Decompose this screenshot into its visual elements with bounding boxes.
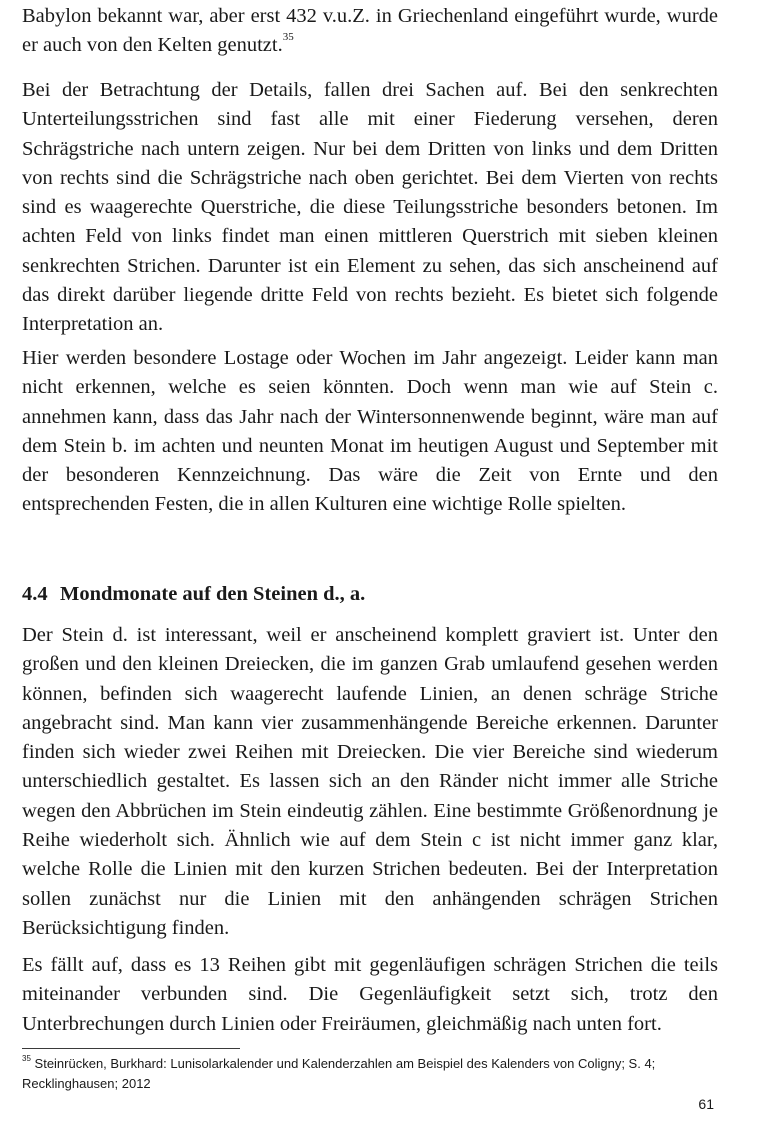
footnote-number: 35: [22, 1053, 31, 1063]
section-number: 4.4: [22, 583, 48, 605]
section-title: Mondmonate auf den Steinen d., a.: [60, 583, 366, 605]
footnote: [22, 1054, 722, 1094]
footnote-divider: [22, 1048, 240, 1049]
paragraph-lostage: Hier werden besondere Lostage oder Wochen im Jahr angezeigt. Leider kann man nicht erkennen, welche es seien könnten. Doch wenn man wie auf Stein c. annehmen kann, dass das Jahr nach der Wintersonnenwende beginnt, wäre man auf dem Stein b. im achten und neunten Monat im heutigen August und September mit der besonderen Kennzeichnung. Das wäre die Zeit von Ernte und den entsprechenden Festen, die in allen Kulturen eine wichtige Rolle spielten.: [22, 347, 718, 516]
section-heading: [22, 581, 365, 607]
footnote-reference[interactable]: 35: [282, 31, 294, 44]
page-number: 61: [698, 1096, 714, 1112]
paragraph-reihen: Es fällt auf, dass es 13 Reihen gibt mit gegenläufigen schrägen Strichen die teils miteinander verbunden sind. Die Gegenläufigkeit setzt sich, trotz den Unterbrechungen durch Linien oder Freiräumen, gleichmäßig nach unten fort.: [22, 954, 718, 1035]
footnote-text: Steinrücken, Burkhard: Lunisolarkalender und Kalenderzahlen am Beispiel des Kalenders von Coligny; S. 4; Recklinghausen; 2012: [22, 1056, 656, 1091]
paragraph-intro: [22, 2, 718, 61]
paragraph-intro-text: Babylon bekannt war, aber erst 432 v.u.Z. in Griechenland eingeführt wurde, wurde er auch von den Kelten genutzt.: [22, 5, 718, 57]
paragraph-details: Bei der Betrachtung der Details, fallen drei Sachen auf. Bei den senkrechten Unterteilungsstrichen sind fast alle mit einer Fiederung versehen, deren Schrägstriche nach untern zeigen. Nur bei dem Dritten von links und dem Dritten von rechts sind die Schrägstriche nach oben gerichtet. Bei dem Vierten von rechts sind es waagerechte Querstriche, die diese Teilungsstriche besonders betonen. Im achten Feld von links findet man einen mittleren Querstrich mit sieben kleinen senkrechten Strichen. Darunter ist ein Element zu sehen, das sich anscheinend auf das direkt darüber liegende dritte Feld von rechts bezieht. Es bietet sich folgende Interpretation an.: [22, 79, 718, 336]
paragraph-stein-d: Der Stein d. ist interessant, weil er anscheinend komplett graviert ist. Unter den großen und den kleinen Dreiecken, die im ganzen Grab umlaufend gesehen werden können, befinden sich waagerecht laufende Linien, an denen schräge Striche angebracht sind. Man kann vier zusammenhängende Bereiche erkennen. Darunter finden sich wieder zwei Reihen mit Dreiecken. Die vier Bereiche sind wiederum unterschiedlich gestaltet. Es lassen sich an den Ränder nicht immer alle Striche wegen den Abbrüchen im Stein eindeutig zählen. Eine bestimmte Größenordnung je Reihe wiederholt sich. Ähnlich wie auf dem Stein c ist nicht immer ganz klar, welche Rolle die Linien mit den kurzen Strichen bedeuten. Bei der Interpretation sollen zunächst nur die Linien mit den anhängenden schrägen Strichen Berücksichtigung finden.: [22, 624, 718, 939]
